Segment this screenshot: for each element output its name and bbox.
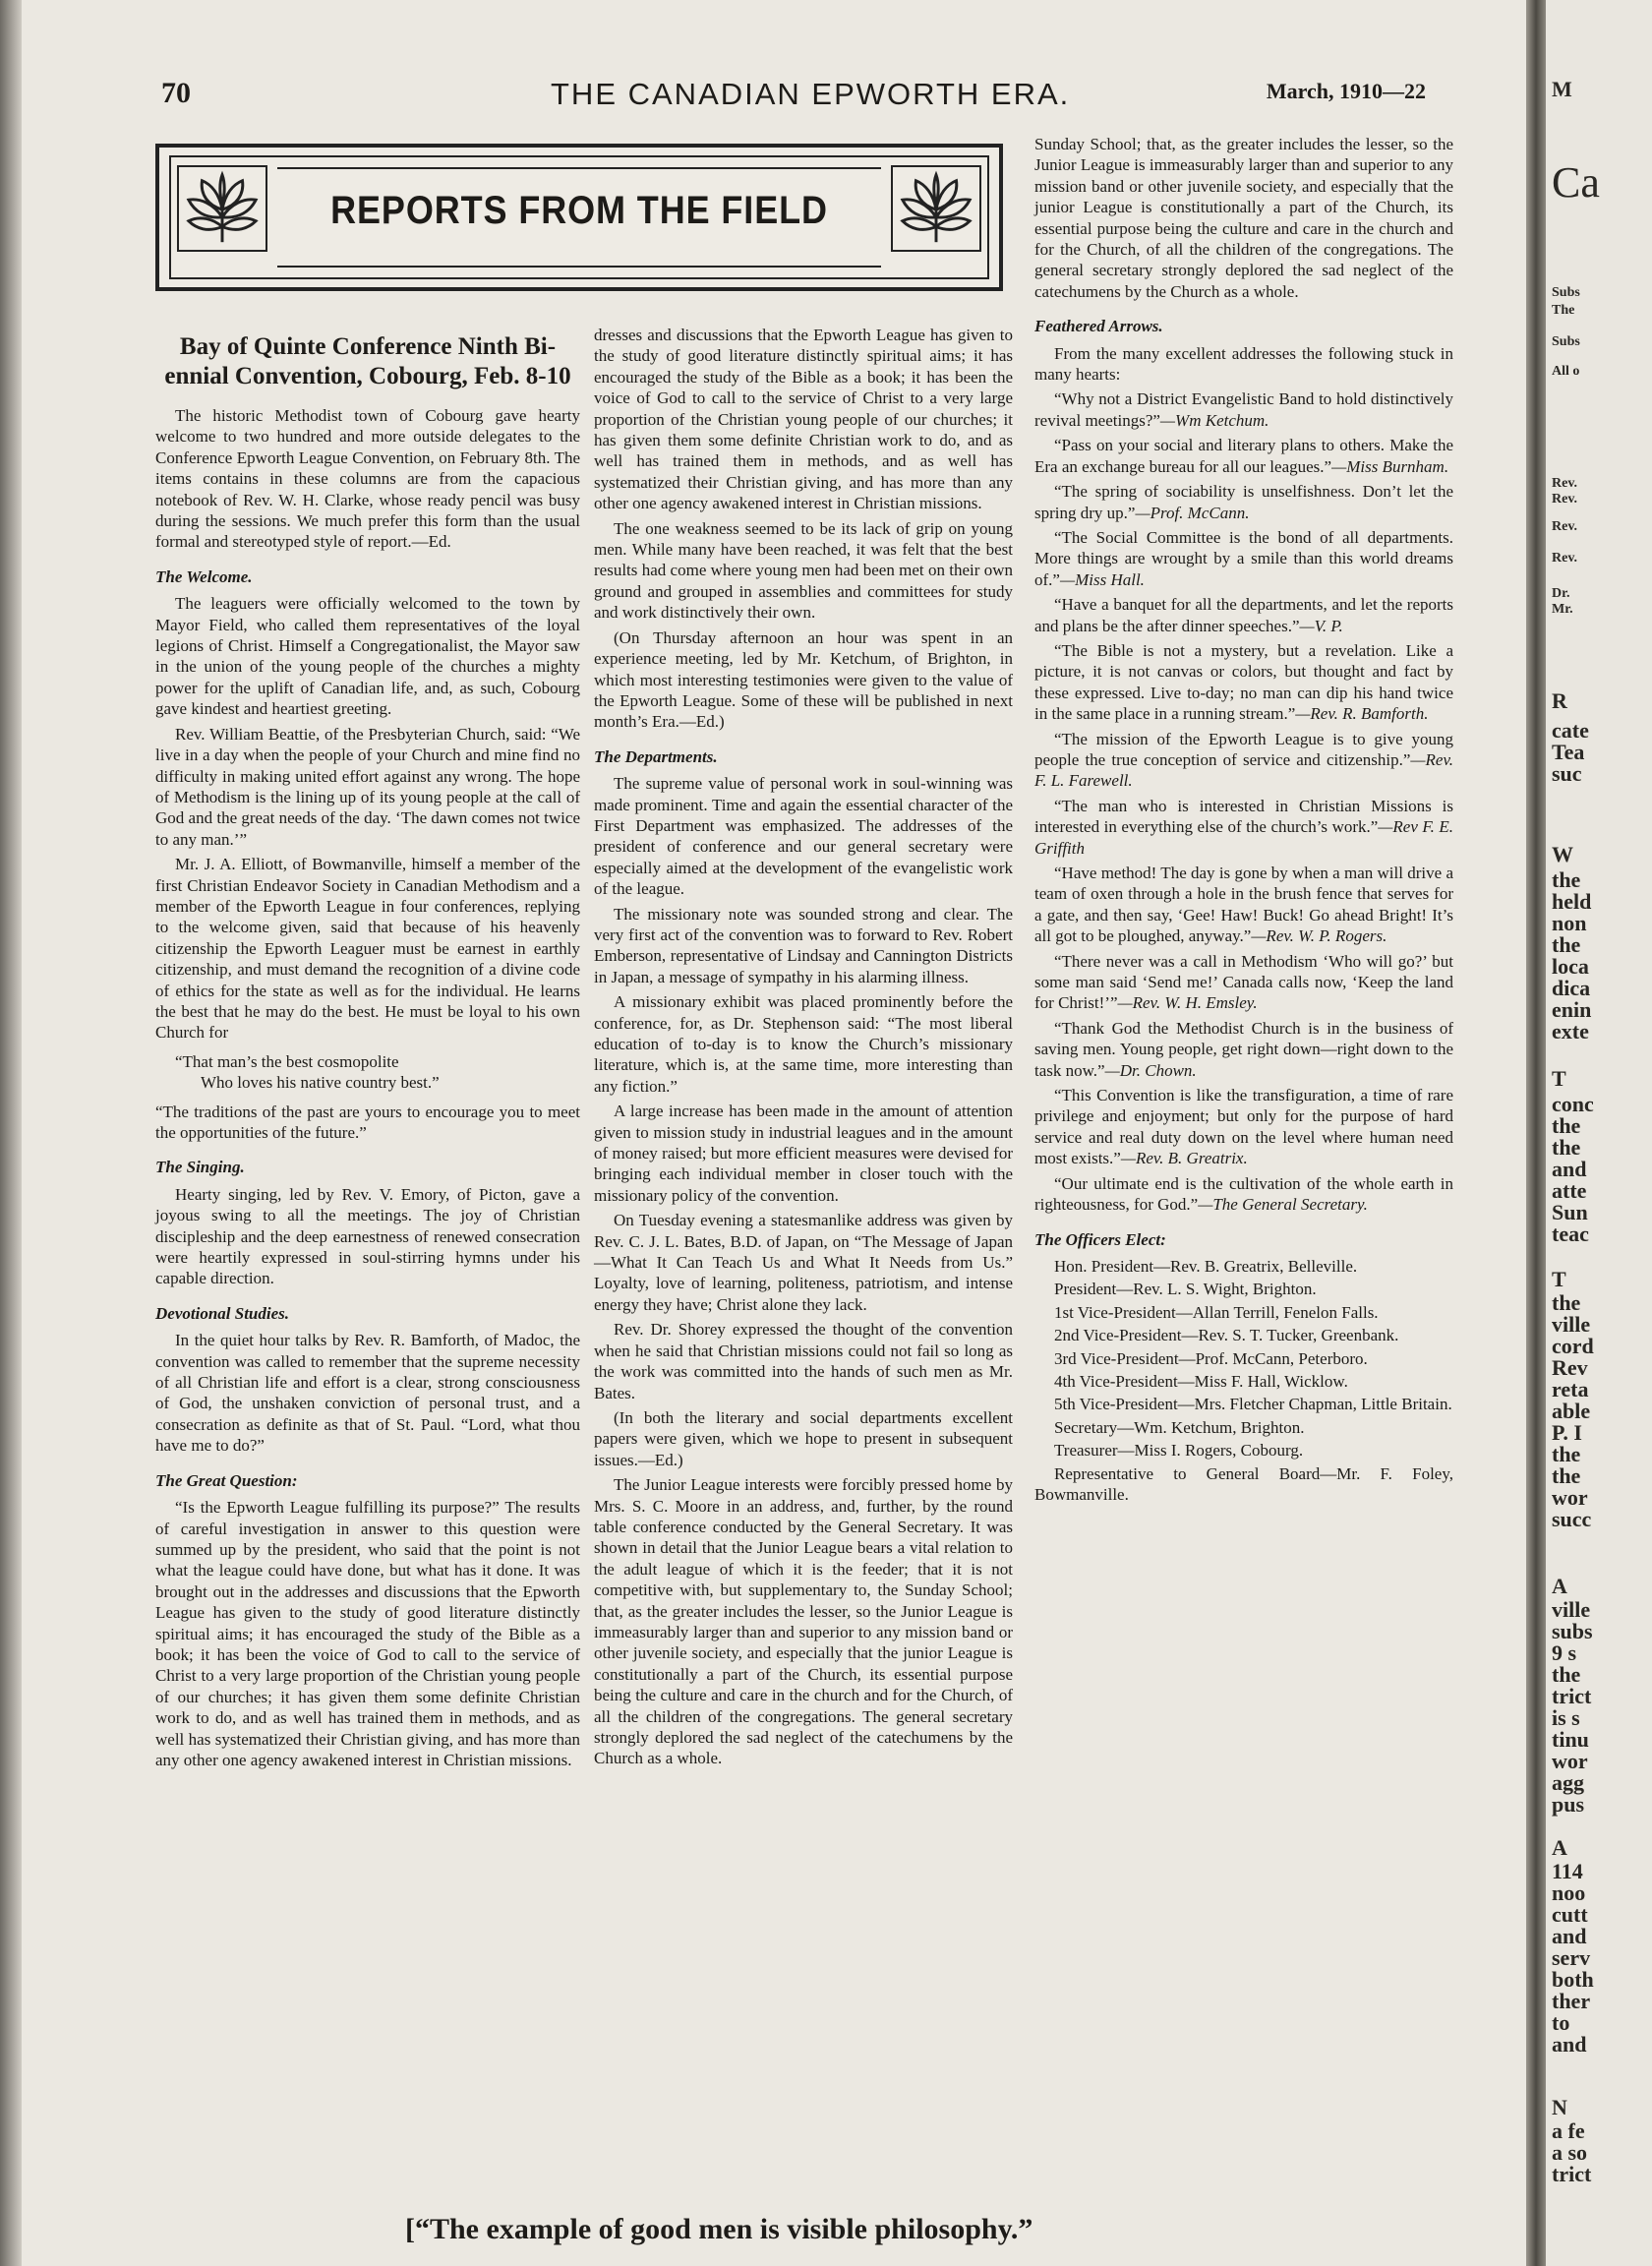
paragraph: (In both the literary and social departments excellent papers were given, which we hope to present in subsequent issues.—Ed.) xyxy=(594,1407,1013,1469)
adjacent-page-text: Rev. xyxy=(1552,492,1578,507)
adjacent-page-text: 9 s xyxy=(1552,1640,1577,1665)
section-heading: The Departments. xyxy=(594,746,718,766)
adjacent-page-text: the xyxy=(1552,1463,1581,1488)
quote-item xyxy=(1034,481,1453,523)
adjacent-page-text: ville xyxy=(1552,1312,1591,1337)
quote-attribution: —Prof. McCann. xyxy=(1135,503,1250,522)
adjacent-page-text: held xyxy=(1552,889,1592,914)
adjacent-page-text: the xyxy=(1552,867,1581,892)
adjacent-page-text: conc xyxy=(1552,1092,1594,1116)
paragraph: On Tuesday evening a statesmanlike address was given by Rev. C. J. L. Bates, B.D. of Japan, on “The Message of Japan —What It Can Teach Us and What It Needs from Us.” Loyalty, love of learning, politeness, patriotism, and intense energy they have; Christ alone they lack. xyxy=(594,1211,1013,1314)
adjacent-page-text: serv xyxy=(1552,1945,1591,1970)
quote-item xyxy=(1034,1018,1453,1081)
officer-entry: Representative to General Board—Mr. F. Foley, Bowmanville. xyxy=(1034,1463,1453,1504)
officer-entry: 3rd Vice-President—Prof. McCann, Peterboro. xyxy=(1054,1348,1368,1368)
section-banner xyxy=(155,144,1003,291)
book-gutter xyxy=(1526,0,1546,2266)
adjacent-page-text: enin xyxy=(1552,997,1592,1022)
adjacent-page-text: wor xyxy=(1552,1485,1588,1510)
adjacent-page-text: a fe xyxy=(1552,2118,1585,2143)
quote-text: “The Social Committee is the bond of all departments. More things are wrought by a smile than this world dreams of.” xyxy=(1034,527,1453,589)
quote-item xyxy=(1034,594,1453,636)
adjacent-page-text: ther xyxy=(1552,1989,1591,2013)
adjacent-page-text: non xyxy=(1552,911,1587,935)
quote-text: “Thank God the Methodist Church is in the business of saving men. Young people, get right down—right down to the task now.” xyxy=(1034,1018,1453,1080)
paragraph: From the many excellent addresses the following stuck in many hearts: xyxy=(1034,343,1453,385)
officer-entry: Hon. President—Rev. B. Greatrix, Belleville. xyxy=(1054,1256,1358,1276)
adjacent-page-text: The xyxy=(1552,303,1575,318)
adjacent-page-text: cord xyxy=(1552,1334,1594,1358)
adjacent-page-text: the xyxy=(1552,1135,1581,1160)
adjacent-page-text: tinu xyxy=(1552,1727,1589,1752)
adjacent-page-text: N xyxy=(1552,2095,1567,2119)
adjacent-page-text: trict xyxy=(1552,2162,1592,2186)
leaf-ornament-icon xyxy=(891,165,981,252)
adjacent-page-text: Rev. xyxy=(1552,476,1578,491)
quote-text: “Why not a District Evangelistic Band to hold distinctively revival meetings?” xyxy=(1034,389,1453,430)
adjacent-page-text: Mr. xyxy=(1552,602,1573,617)
paragraph-continued: Sunday School; that, as the greater includes the lesser, so the Junior League is immeasurably larger than and superior to any mission band or other juvenile society, and especially that the junior League is constitutionally a part of the Church, its essential purpose being the culture and care in the church and for the Church, of all the children of the congregations. The general secretary strongly deplored the sad neglect of the catechumens by the Church as a whole. xyxy=(1034,135,1453,301)
paragraph: Rev. William Beattie, of the Presbyterian Church, said: “We live in a day when the people of your Church and mine find no difficulty in making united effort against any wrong. The hope of Methodism is the lining up of its young people at the call of God and the great needs of the day. ‘The dawn comes not twice to any man.’” xyxy=(155,724,580,849)
section-heading: The Officers Elect: xyxy=(1034,1229,1166,1249)
adjacent-page-text: Subs xyxy=(1552,285,1580,300)
adjacent-page-text: A xyxy=(1552,1574,1567,1598)
adjacent-page-text: a so xyxy=(1552,2140,1588,2165)
quote-item xyxy=(1034,863,1453,947)
page-number: 70 xyxy=(161,77,191,109)
section-heading: The Singing. xyxy=(155,1158,245,1177)
paragraph: “Is the Epworth League fulfilling its purpose?” The results of careful investigation in answer to this question were summed up by the president, who said that the point is not what the league could have done, but what has it done. It was brought out in the addresses and discussions that the Epworth League has given to the study of good literature distinctly spiritual aims; it has encouraged the study of the Bible as a book; it has been the voice of God to call to the service of Christ to a very large proportion of the Christian young people of our churches; it has given them some definite Christian work to do, and as well has trained them in methods, and as well has systematized their Christian giving, and has more than any other one agency awakened interest in Christian missions. xyxy=(155,1498,580,1769)
adjacent-page-fragment xyxy=(1546,0,1652,2266)
paragraph: In the quiet hour talks by Rev. R. Bamforth, of Madoc, the convention was called to remember that the supreme necessity of all Christian life and effort is a clear, strong consciousness of God, the unshaken conviction of personal trust, and a consecration as definite as that of St. Paul. “Lord, what thou have me to do?” xyxy=(155,1331,580,1456)
quote-item xyxy=(1034,729,1453,792)
quote-item xyxy=(1034,796,1453,859)
paragraph: Hearty singing, led by Rev. V. Emory, of Picton, gave a joyous swing to all the meetings. The joy of Christian discipleship and the deep earnestness of renewed consecration were heartily expressed in soul-stirring hymns under his capable direction. xyxy=(155,1184,580,1288)
quote-attribution: —Rev. F. L. Farewell. xyxy=(1034,749,1453,791)
adjacent-page-text: the xyxy=(1552,1662,1581,1687)
quote-attribution: —Wm Ketchum. xyxy=(1159,410,1269,430)
adjacent-page-text: is s xyxy=(1552,1705,1580,1730)
adjacent-page-text: T xyxy=(1552,1267,1566,1291)
adjacent-page-text: R xyxy=(1552,688,1567,713)
quote-attribution: —Rev. W. P. Rogers. xyxy=(1251,926,1387,946)
quote-item xyxy=(1034,527,1453,590)
adjacent-page-text: both xyxy=(1552,1967,1594,1992)
adjacent-page-text: loca xyxy=(1552,954,1589,979)
paragraph: The Junior League interests were forcibly pressed home by Mrs. S. C. Moore in an address, and, further, by the round table conference conducted by the General Secretary. It was shown in detail that the Junior League bears a vital relation to the adult league of which it is the feeder; that it is not competitive with, but supplementary to, the Sunday School; that, as the greater includes the lesser, so the Junior League is immeasurably larger than and superior to any mission band or other juvenile society, and especially that the junior League is constitutionally a part of the Church, its essential purpose being the culture and care in the church and for the Church, of all the children of the congregations. The general secretary strongly deplored the sad neglect of the catechumens by the Church as a whole. xyxy=(594,1475,1013,1768)
quote-attribution: —Rev. W. H. Emsley. xyxy=(1117,993,1258,1013)
quote-text: “Our ultimate end is the cultivation of the whole earth in righteousness, for God.” xyxy=(1034,1173,1453,1215)
adjacent-page-text: trict xyxy=(1552,1684,1592,1708)
adjacent-page-text: ville xyxy=(1552,1597,1591,1622)
adjacent-page-text: Rev. xyxy=(1552,519,1578,534)
banner-title: REPORTS FROM THE FIELD xyxy=(330,189,828,232)
paragraph: The one weakness seemed to be its lack of grip on young men. While many have been reached, it was felt that the best results had come where young men had been met on their own ground and grouped in assemblies and committees for study and work distinctively their own. xyxy=(594,518,1013,623)
paragraph: The leaguers were officially welcomed to the town by Mayor Field, who called them representatives of the loyal legions of Christ. Himself a Congregationalist, the Mayor saw in the union of the young people of the churches a mighty power for the uplift of Canadian life, and, as such, Cobourg gave kindest and heartiest greeting. xyxy=(155,594,580,719)
masthead-title: THE CANADIAN EPWORTH ERA. xyxy=(551,77,1071,111)
paragraph: A missionary exhibit was placed prominently before the conference, for, as Dr. Stephenson said: “The most liberal education of to-day is to know the Church’s missionary literature, which is, at the same time, more interesting than any fiction.” xyxy=(594,992,1013,1096)
adjacent-page-text: noo xyxy=(1552,1880,1586,1905)
adjacent-page-text: the xyxy=(1552,1113,1581,1138)
adjacent-page-text: reta xyxy=(1552,1377,1589,1401)
leaf-ornament-icon xyxy=(177,165,267,252)
paragraph: A large increase has been made in the amount of attention given to mission study in industrial leagues and in the amount of money raised; but more efficient measures were devised for bringing each individual member in closer touch with the missionary policy of the convention. xyxy=(594,1102,1013,1205)
adjacent-page-text: P. I xyxy=(1552,1420,1582,1445)
article-headline: Bay of Quinte Conference Ninth Bi-ennial Convention, Cobourg, Feb. 8-10 xyxy=(164,333,571,389)
column-3 xyxy=(1034,134,1453,1507)
adjacent-page-text: agg xyxy=(1552,1770,1584,1795)
paragraph: The missionary note was sounded strong and clear. The very first act of the convention was to forward to Rev. Robert Emberson, representative of Lindsay and Cannington Districts in Japan, a message of sympathy in his alarming illness. xyxy=(594,904,1013,986)
officer-entry: 5th Vice-President—Mrs. Fletcher Chapman, Little Britain. xyxy=(1054,1395,1452,1414)
officer-entry: 2nd Vice-President—Rev. S. T. Tucker, Greenbank. xyxy=(1054,1326,1399,1345)
section-heading: The Great Question: xyxy=(155,1470,298,1490)
quote-text: “Pass on your social and literary plans to others. Make the Era an exchange bureau for all our leagues.” xyxy=(1034,436,1453,476)
adjacent-page-text: exte xyxy=(1552,1019,1589,1044)
adjacent-page-text: Subs xyxy=(1552,334,1580,349)
quote-item xyxy=(1034,951,1453,1014)
adjacent-page-text: Dr. xyxy=(1552,586,1570,601)
adjacent-page-text: dica xyxy=(1552,976,1591,1000)
adjacent-page-text: atte xyxy=(1552,1178,1587,1203)
quote-item xyxy=(1034,640,1453,725)
paragraph: “The traditions of the past are yours to encourage you to meet the opportunities of the future.” xyxy=(155,1102,580,1142)
paragraph: Rev. Dr. Shorey expressed the thought of the convention when he said that Christian missions could not fail so long as the work was committed into the hands of such men as Mr. Bates. xyxy=(594,1320,1013,1402)
paragraph: (On Thursday afternoon an hour was spent in an experience meeting, led by Mr. Ketchum, of Brighton, in which most interesting testimonies were given to the value of the Epworth League. Some of these will be published in next month’s Era.—Ed.) xyxy=(594,627,1013,732)
adjacent-page-text: the xyxy=(1552,932,1581,957)
verse-line: “That man’s the best cosmopolite xyxy=(175,1051,399,1071)
quote-text: “The spring of sociability is unselfishness. Don’t let the spring dry up.” xyxy=(1034,482,1453,522)
adjacent-page-text: teac xyxy=(1552,1222,1589,1246)
officer-entry: Treasurer—Miss I. Rogers, Cobourg. xyxy=(1054,1441,1304,1461)
quote-text: “There never was a call in Methodism ‘Who will go?’ but some man said ‘Send me!’ Canada calls now, ‘Keep the land for Christ!’” xyxy=(1034,951,1453,1013)
officer-entry: 1st Vice-President—Allan Terrill, Fenelon Falls. xyxy=(1054,1302,1379,1322)
adjacent-page-text: subs xyxy=(1552,1619,1593,1643)
column-1 xyxy=(155,328,580,1769)
adjacent-page-text: cutt xyxy=(1552,1902,1588,1927)
quote-text: “This Convention is like the transfiguration, a time of rare privilege and enjoyment; but only for the purpose of hard service and real duty down on the level where human need most exists.” xyxy=(1034,1086,1453,1168)
quote-text: “Have method! The day is gone by when a man will drive a team of oxen through a hole in the brush fence that serves for a gate, and then say, ‘Gee! Haw! Buck! Go ahead Bright! It’s all got to be ploughed, anyway.” xyxy=(1034,864,1453,946)
section-heading: Devotional Studies. xyxy=(155,1303,290,1323)
adjacent-page-text: and xyxy=(1552,1924,1587,1948)
quote-item xyxy=(1034,1173,1453,1216)
quote-text: “The man who is interested in Christian Missions is interested in everything else of the church’s work.” xyxy=(1034,796,1453,837)
quote-text: “Have a banquet for all the departments, and let the reports and plans be the after dinner speeches.” xyxy=(1034,595,1453,635)
quote-attribution: —Rev F. E. Griffith xyxy=(1034,817,1453,858)
paragraph-continued: dresses and discussions that the Epworth League has given to the study of good literature distinctly spiritual aims; it has encouraged the study of the Bible as a book; it has been the voice of God to call to the service of Christ to a very large proportion of the Christian young people of our churches; it has given them some definite Christian work to do, and as well has trained them in methods, and as well has systematized their Christian giving, and has more than any other one agency awakened interest in Christian missions. xyxy=(594,326,1013,513)
page-header xyxy=(161,77,1440,124)
adjacent-page-text: succ xyxy=(1552,1507,1592,1531)
footer-quote: [“The example of good men is visible philosophy.” xyxy=(405,2213,1033,2245)
quote-attribution: —Rev. B. Greatrix. xyxy=(1120,1149,1248,1168)
adjacent-page-text: able xyxy=(1552,1399,1591,1423)
issue-date: March, 1910—22 xyxy=(1266,79,1426,103)
quote-list xyxy=(1034,388,1453,1215)
section-heading: The Welcome. xyxy=(155,566,253,586)
adjacent-page-text: M xyxy=(1552,77,1572,101)
adjacent-page-text: All o xyxy=(1552,364,1580,379)
adjacent-page-text: and xyxy=(1552,1157,1587,1181)
adjacent-page-text: wor xyxy=(1552,1749,1588,1773)
quote-text: “The mission of the Epworth League is to give young people the true conception of service and citizenship.” xyxy=(1034,729,1453,769)
paragraph: Mr. J. A. Elliott, of Bowmanville, himself a member of the first Christian Endeavor Society in Canadian Methodism and a member of the Epworth League in four conferences, replying to the welcome given, said that because of his heavenly citizenship the Epworth Leaguer must be earnest in earthly citizenship, and must demand the recognition of a divine code of ethics for the state as well as for the individual. He learns the best that he may do the best. He must be loyal to his own Church for xyxy=(155,855,580,1043)
quote-attribution: —V. P. xyxy=(1299,616,1343,635)
quote-item xyxy=(1034,1085,1453,1169)
adjacent-page-text: suc xyxy=(1552,761,1582,786)
article-intro: The historic Methodist town of Cobourg gave hearty welcome to two hundred and more outside delegates to the Conference Epworth League Convention, on February 8th. The items contains in these columns are from the capacious notebook of Rev. W. H. Clarke, whose ready pencil was busy during the sessions. We much prefer this form than the usual formal and stereotyped style of report.—Ed. xyxy=(155,406,580,552)
adjacent-page-text: Tea xyxy=(1552,740,1585,764)
officer-list xyxy=(1034,1256,1453,1505)
left-page-edge xyxy=(0,0,22,2266)
adjacent-page-text: Sun xyxy=(1552,1200,1588,1224)
verse xyxy=(155,1051,580,1094)
section-heading: Feathered Arrows. xyxy=(1034,317,1163,336)
quote-item xyxy=(1034,435,1453,477)
adjacent-page-text: and xyxy=(1552,2032,1587,2057)
adjacent-page-text: cate xyxy=(1552,718,1589,743)
column-2 xyxy=(594,325,1013,1768)
quote-attribution: —Miss Hall. xyxy=(1059,569,1145,589)
paragraph: The supreme value of personal work in soul-winning was made prominent. Time and again the essential character of the First Department was emphasized. The addresses of the president of conference and our general secretary were especially aimed at the development of the evangelistic work of the league. xyxy=(594,774,1013,899)
officer-entry: 4th Vice-President—Miss F. Hall, Wicklow. xyxy=(1054,1371,1348,1391)
banner-rule xyxy=(277,167,881,169)
adjacent-page-text: T xyxy=(1552,1066,1566,1091)
officer-entry: President—Rev. L. S. Wight, Brighton. xyxy=(1054,1280,1317,1299)
banner-rule xyxy=(277,266,881,268)
adjacent-page-text: A xyxy=(1552,1835,1567,1860)
adjacent-page-text: the xyxy=(1552,1442,1581,1466)
adjacent-page-text: W xyxy=(1552,842,1573,866)
adjacent-page-text: 114 xyxy=(1552,1859,1583,1883)
adjacent-page-text: to xyxy=(1552,2010,1570,2035)
quote-attribution: —Rev. R. Bamforth. xyxy=(1295,704,1429,724)
quote-item xyxy=(1034,388,1453,431)
adjacent-page-text: the xyxy=(1552,1290,1581,1315)
quote-attribution: —Dr. Chown. xyxy=(1104,1060,1197,1080)
officer-entry: Secretary—Wm. Ketchum, Brighton. xyxy=(1054,1417,1305,1437)
verse-line: Who loves his native country best.” xyxy=(201,1073,440,1093)
quote-attribution: —Miss Burnham. xyxy=(1331,456,1449,476)
adjacent-page-text: pus xyxy=(1552,1792,1585,1817)
adjacent-page-text: Rev xyxy=(1552,1355,1588,1380)
quote-attribution: —The General Secretary. xyxy=(1198,1195,1368,1215)
adjacent-page-text: Rev. xyxy=(1552,551,1578,566)
adjacent-page-text: Ca xyxy=(1552,158,1600,207)
quote-text: “The Bible is not a mystery, but a revelation. Like a picture, it is not canvas or colors, but thought and fact by these expressed. Live to-day; no man can dip his hand twice in the same place in a running stream.” xyxy=(1034,640,1453,724)
